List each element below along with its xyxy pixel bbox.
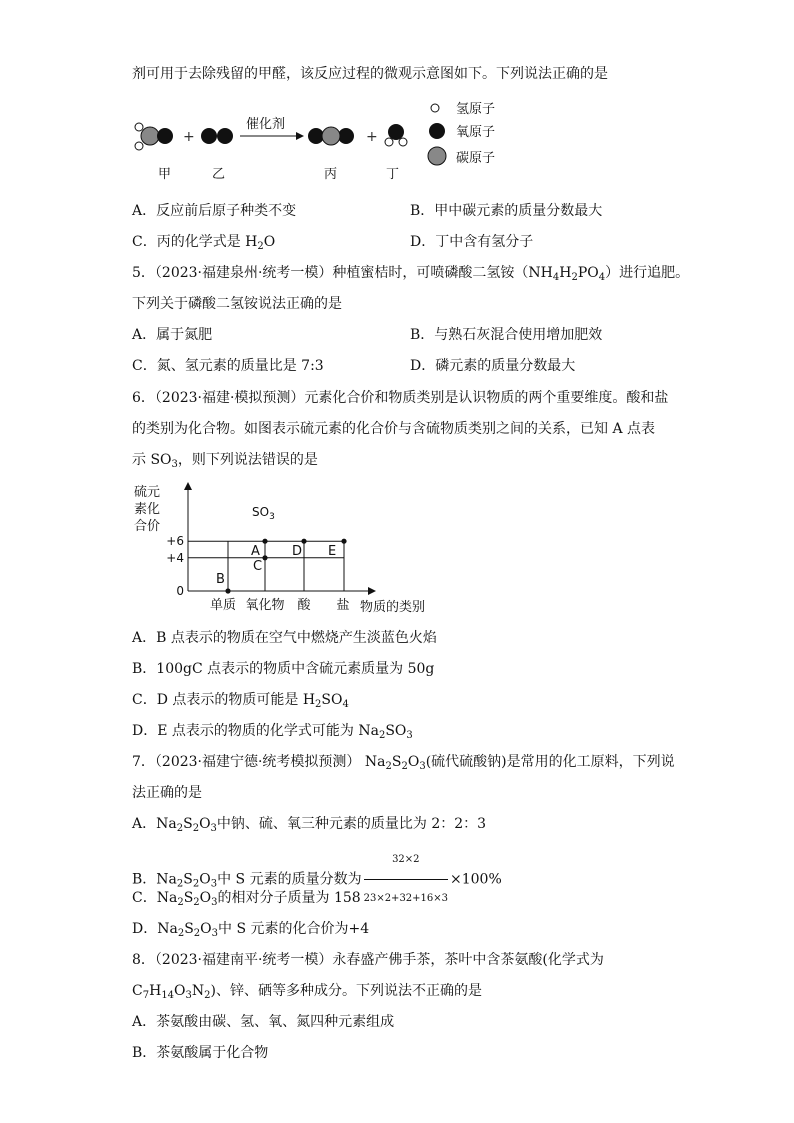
point-A [262,539,267,544]
plus-1: + [183,129,195,145]
ylabel-line-1: 硫元 [134,485,161,500]
legend-hydrogen: 氢原子 [456,102,496,117]
ylabel-line-2: 素化 [134,502,161,517]
q4-option-d: D．丁中含有氢分子 [410,234,534,250]
q5-stem-line2: 下列关于磷酸二氢铵说法正确的是 [132,296,342,312]
q7-stem-line2: 法正确的是 [132,785,202,801]
label-bing: 丙 [324,167,338,182]
y-axis-arrow [184,482,192,490]
x-tick-label: 盐 [336,598,350,613]
legend-oxygen: 氧原子 [456,125,496,140]
q8-stem: 8．（2023·福建南平·统考一模）永春盛产佛手茶，茶叶中含茶氨酸(化学式为 [132,952,604,968]
point-label-A: A [251,544,260,560]
q4-option-a: A．反应前后原子种类不变 [132,203,297,219]
q6-option-a: A．B 点表示的物质在空气中燃烧产生淡蓝色火焰 [132,630,437,646]
molecule-jia [135,123,173,150]
point-label-B: B [216,572,225,587]
q6-stem-line2: 的类别为化合物。如图表示硫元素的化合价与含硫物质类别之间的关系，已知 A 点表 [132,421,656,437]
point-label-C: C [253,558,263,574]
valence-chart [128,478,448,623]
q7-stem: 7．（2023·福建宁德·统考模拟预测） $Na_2S_2O_3$(硫代硫酸钠)是常用的化工原料，下列说 [132,754,675,772]
plus-2: + [366,129,378,145]
label-yi: 乙 [212,167,226,182]
q6-stem-line1: 6．（2023·福建·模拟预测）元素化合价和物质类别是认识物质的两个重要维度。酸和盐 [132,390,669,406]
ylabel-line-3: 合价 [134,519,161,534]
point-D [301,539,306,544]
point-label-D: D [292,544,303,560]
label-ding: 丁 [386,167,400,182]
q4-option-b: B．甲中碳元素的质量分数最大 [410,203,603,219]
molecule-bing [308,127,354,145]
molecule-yi [201,128,233,144]
point-B [225,588,230,593]
y-tick-label: 0 [176,584,184,598]
catalyst-label: 催化剂 [246,117,286,132]
x-tick-label: 单质 [209,598,237,613]
point-E [341,539,346,544]
molecule-ding [385,124,407,146]
q5-option-c: C．氮、氢元素的质量比是 7:3 [132,358,324,374]
q8-option-a: A．茶氨酸由碳、氢、氧、氮四种元素组成 [132,1014,395,1030]
xlabel: 物质的类别 [360,600,426,615]
legend-carbon: 碳原子 [456,151,496,166]
legend [428,102,495,166]
q4-option-c: C．丙的化学式是 $H_2O$ [132,234,276,252]
q8-formula-line: $C_7H_{14}O_3N_2$)、锌、硒等多种成分。下列说法不正确的是 [132,983,482,1001]
x-tick-label: 酸 [297,598,311,613]
q5-option-a: A．属于氮肥 [132,327,213,343]
q7-option-d: D．$Na_2S_2O_3$中 S 元素的化合价为+4 [132,921,370,939]
point-C [262,555,267,560]
q7-option-b: B．$Na_2S_2O_3$中 S 元素的质量分数为 $\frac{32\times 2}{23\times 2+32+16\times 3}$ ×100% [132,842,502,917]
q7-option-a: A．$Na_2S_2O_3$中钠、硫、氧三种元素的质量比为 2：2：3 [132,816,487,834]
q7-option-c: C．$Na_2S_2O_3$的相对分子质量为 158 [132,890,361,908]
q5-option-b: B．与熟石灰混合使用增加肥效 [410,327,603,343]
label-jia: 甲 [158,167,172,182]
intro-line: 剂可用于去除残留的甲醛，该反应过程的微观示意图如下。下列说法正确的是 [132,66,608,82]
q8-option-b: B．茶氨酸属于化合物 [132,1045,269,1061]
x-tick-label: 氧化物 [245,598,285,613]
q5-option-d: D．磷元素的质量分数最大 [410,358,576,374]
reaction-diagram [128,96,508,186]
y-tick-label: +4 [166,550,184,565]
q6-option-d: D．E 点表示的物质的化学式可能为 $Na_2SO_3$ [132,723,413,741]
q5-stem: 5．（2023·福建泉州·统考一模）种植蜜桔时，可喷磷酸二氢铵$(NH_4H_2PO_4)$进行追肥。 [132,265,690,283]
mass-fraction: $\frac{32\times 2}{23\times 2+32+16\times 3}$ [364,842,448,917]
q6-option-c: C．D 点表示的物质可能是 $H_2SO_4$ [132,692,349,710]
x-axis-arrow [368,587,376,595]
q6-option-b: B．100gC 点表示的物质中含硫元素质量为 50g [132,661,435,677]
q6-stem-line3: 示 $SO_3$，则下列说法错误的是 [132,452,318,470]
y-tick-label: +6 [166,534,184,549]
point-label-E: E [328,544,337,560]
annotation-so3: $SO_3$ [252,505,275,522]
